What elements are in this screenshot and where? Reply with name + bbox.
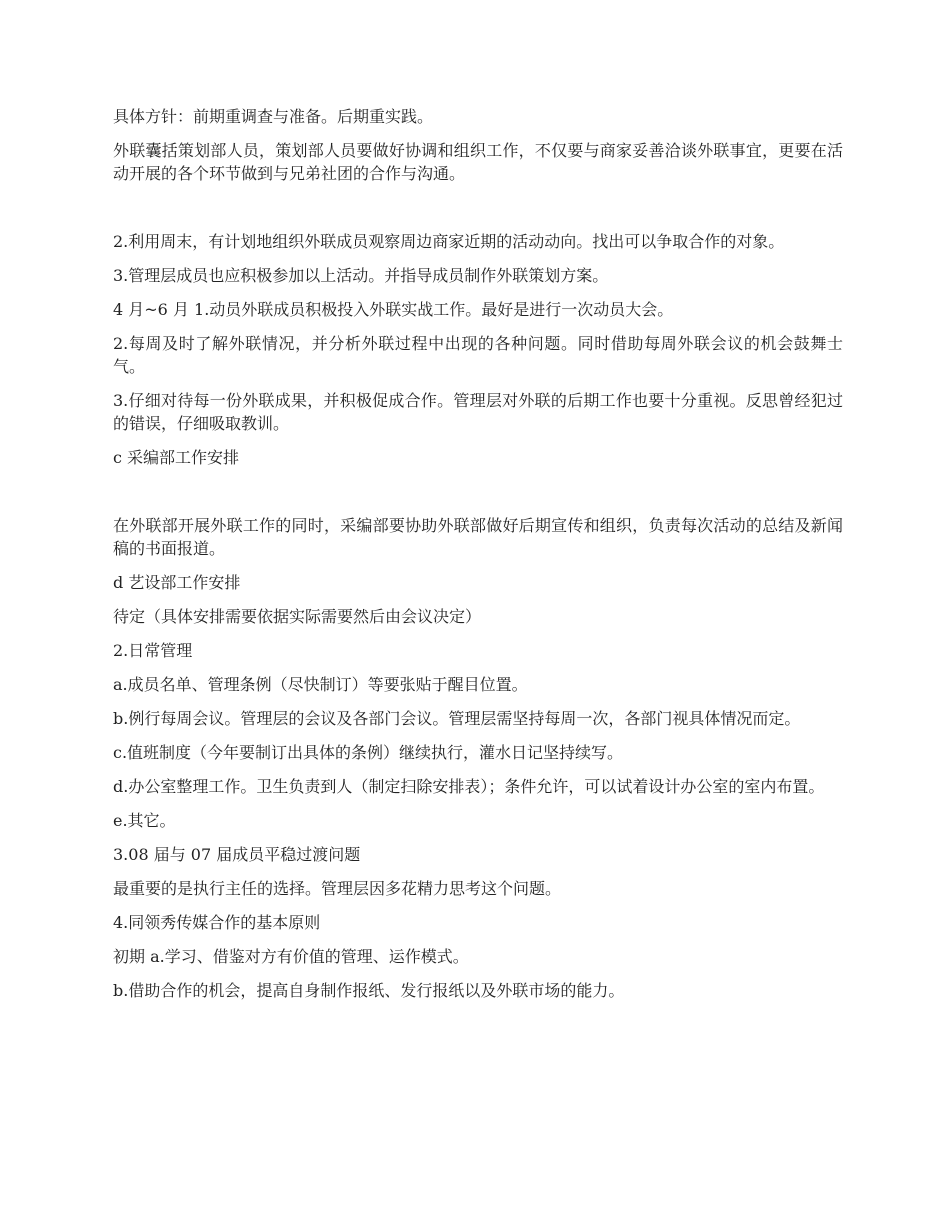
spacer: [113, 196, 843, 230]
paragraph: 2.利用周末，有计划地组织外联成员观察周边商家近期的活动动向。找出可以争取合作的对象。: [113, 232, 785, 251]
document-body: [113, 105, 843, 1013]
list-item: a.成员名单、管理条例（尽快制订）等要张贴于醒目位置。: [113, 675, 528, 694]
paragraph: 外联囊括策划部人员，策划部人员要做好协调和组织工作，不仅要与商家妥善洽谈外联事宜，更要在活动开展的各个环节做到与兄弟社团的合作与沟通。: [113, 141, 843, 183]
section-heading: 4.同领秀传媒合作的基本原则: [113, 913, 321, 932]
paragraph: 具体方针：前期重调查与准备。后期重实践。: [113, 107, 434, 126]
list-item: c.值班制度（今年要制订出具体的条例）继续执行，灌水日记坚持续写。: [113, 743, 624, 762]
list-item: e.其它。: [113, 811, 176, 830]
section-heading: c 采编部工作安排: [113, 448, 240, 467]
list-item: b.例行每周会议。管理层的会议及各部门会议。管理层需坚持每周一次，各部门视具体情况而定。: [113, 709, 801, 728]
paragraph: 最重要的是执行主任的选择。管理层因多花精力思考这个问题。: [113, 879, 562, 898]
section-heading: 3.08 届与 07 届成员平稳过渡问题: [113, 845, 361, 864]
paragraph: 2.每周及时了解外联情况，并分析外联过程中出现的各种问题。同时借助每周外联会议的机会鼓舞士气。: [113, 334, 843, 376]
paragraph: 在外联部开展外联工作的同时，采编部要协助外联部做好后期宣传和组织，负责每次活动的总结及新闻稿的书面报道。: [113, 516, 843, 558]
list-item: b.借助合作的机会，提高自身制作报纸、发行报纸以及外联市场的能力。: [113, 981, 625, 1000]
list-item: d.办公室整理工作。卫生负责到人（制定扫除安排表）；条件允许，可以试着设计办公室的室内布置。: [113, 777, 825, 796]
paragraph: 待定（具体安排需要依据实际需要然后由会议决定）: [113, 607, 482, 626]
section-heading: d 艺设部工作安排: [113, 573, 241, 592]
paragraph: 4 月~6 月 1.动员外联成员积极投入外联实战工作。最好是进行一次动员大会。: [113, 300, 674, 319]
paragraph: 3.管理层成员也应积极参加以上活动。并指导成员制作外联策划方案。: [113, 266, 609, 285]
paragraph: 3.仔细对待每一份外联成果，并积极促成合作。管理层对外联的后期工作也要十分重视。反思曾经犯过的错误，仔细吸取教训。: [113, 391, 843, 433]
spacer: [113, 480, 843, 514]
section-heading: 2.日常管理: [113, 641, 193, 660]
list-item: 初期 a.学习、借鉴对方有价值的管理、运作模式。: [113, 947, 469, 966]
